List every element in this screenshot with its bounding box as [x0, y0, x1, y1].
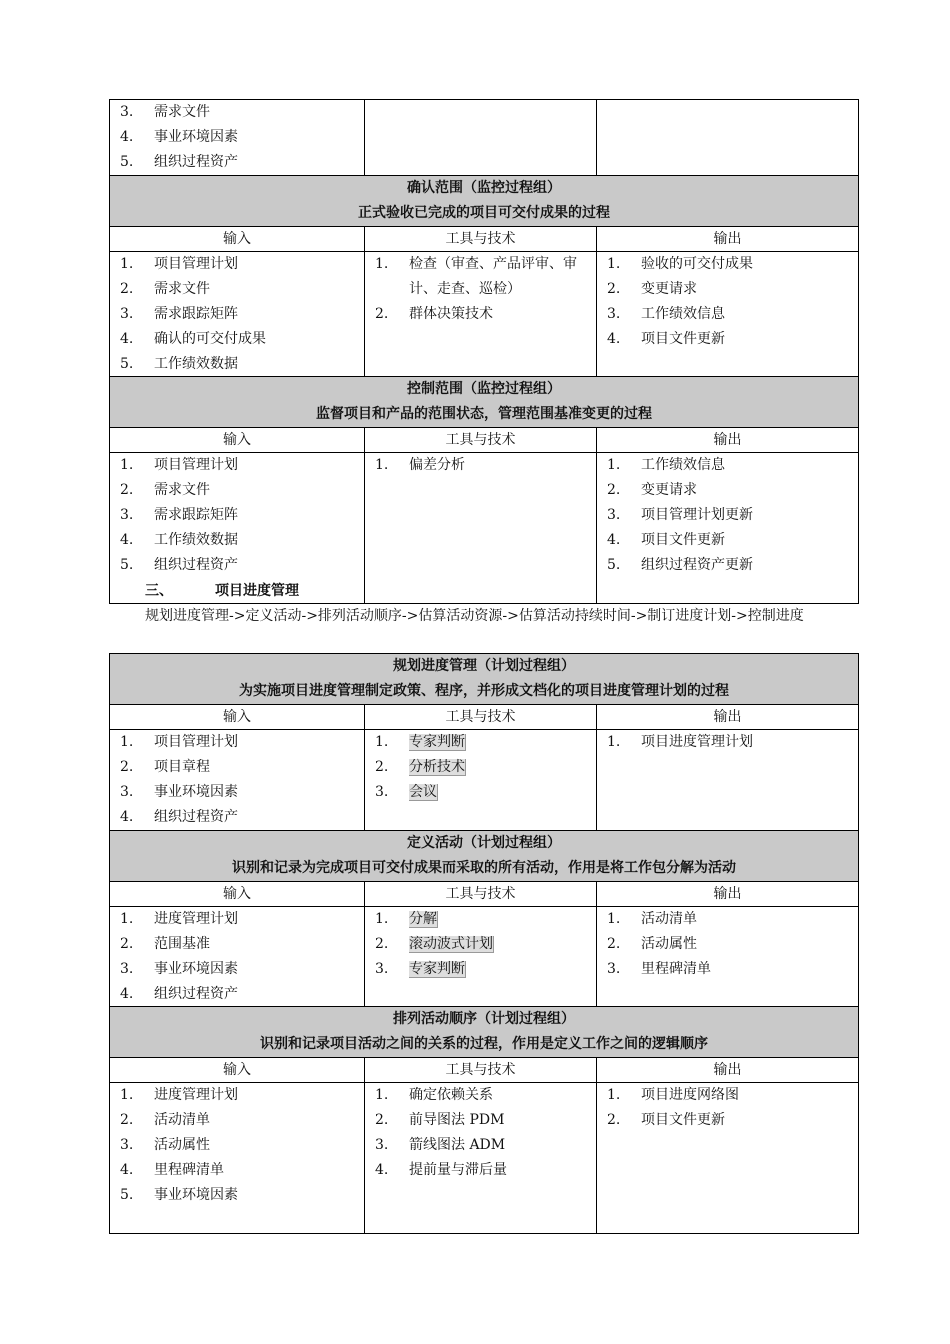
process-description: 正式验收已完成的项目可交付成果的过程: [358, 205, 610, 221]
item-text: 事业环境因素: [154, 961, 238, 977]
item-text: 事业环境因素: [154, 129, 238, 145]
tools-list: [365, 453, 596, 478]
inputs-cell: [110, 100, 365, 176]
process-description: 为实施项目进度管理制定政策、程序，并形成文档化的项目进度管理计划的过程: [239, 683, 730, 699]
column-header-row: [110, 882, 859, 907]
item-number: 3.: [120, 1137, 134, 1153]
item-number: 1.: [120, 734, 134, 750]
item-number: 4.: [375, 1162, 389, 1178]
item-number: 5.: [120, 356, 134, 372]
outputs-list: [597, 907, 858, 982]
list-item: [607, 478, 858, 503]
list-item: [120, 982, 364, 1007]
item-text: 里程碑清单: [641, 961, 711, 977]
item-number: 3.: [607, 961, 621, 977]
list-item: [607, 932, 858, 957]
column-header-output: 输出: [597, 1058, 859, 1083]
table-header: [110, 831, 859, 882]
column-header-input: 输入: [110, 428, 365, 453]
highlighted-text: 分解: [409, 911, 437, 927]
highlighted-text: 分析技术: [409, 759, 465, 775]
inputs-list: [110, 730, 364, 830]
process-title: 控制范围（监控过程组）: [407, 381, 561, 397]
highlighted-text: 会议: [409, 784, 437, 800]
list-item: [375, 730, 596, 755]
item-number: 1.: [120, 911, 134, 927]
list-item: [607, 1108, 858, 1133]
outputs-cell: [597, 100, 859, 176]
list-item: [375, 932, 596, 957]
item-number: 1.: [607, 734, 621, 750]
item-text: 偏差分析: [409, 457, 465, 473]
list-item: [120, 125, 364, 150]
item-text: 需求文件: [154, 482, 210, 498]
item-text: 工作绩效信息: [641, 457, 725, 473]
item-number: 2.: [607, 482, 621, 498]
item-text: 项目文件更新: [641, 532, 725, 548]
column-header-output: 输出: [597, 227, 859, 252]
item-text: 进度管理计划: [154, 911, 238, 927]
list-item: [120, 302, 364, 327]
item-number: 5.: [120, 154, 134, 170]
list-item: [375, 907, 596, 932]
item-number: 1.: [120, 457, 134, 473]
item-number: 3.: [607, 306, 621, 322]
table-body-row: [110, 100, 859, 176]
list-item: [375, 957, 596, 982]
column-header-input: 输入: [110, 882, 365, 907]
process-table: [109, 653, 859, 856]
inputs-cell: [110, 1083, 365, 1234]
highlighted-text: 专家判断: [409, 734, 465, 750]
process-table: [109, 830, 859, 1033]
section-index: 三、: [145, 583, 173, 599]
item-number: 2.: [120, 281, 134, 297]
process-table: [109, 376, 859, 604]
item-number: 2.: [120, 936, 134, 952]
item-text: 组织过程资产: [154, 809, 238, 825]
item-number: 3.: [375, 1137, 389, 1153]
list-item: [120, 1158, 364, 1183]
process-title: 定义活动（计划过程组）: [407, 835, 561, 851]
item-number: 4.: [120, 331, 134, 347]
inputs-list: [110, 453, 364, 578]
list-item: [375, 1133, 596, 1158]
item-text: 项目管理计划更新: [641, 507, 753, 523]
outputs-list: [597, 252, 858, 352]
list-item: [120, 553, 364, 578]
item-text: 组织过程资产: [154, 986, 238, 1002]
item-number: 2.: [607, 281, 621, 297]
item-number: 4.: [120, 1162, 134, 1178]
table-header: [110, 377, 859, 428]
table-header: [110, 176, 859, 227]
list-item: [375, 252, 596, 302]
item-number: 2.: [607, 1112, 621, 1128]
column-header-input: 输入: [110, 227, 365, 252]
column-header-output: 输出: [597, 882, 859, 907]
item-number: 4.: [120, 129, 134, 145]
list-item: [607, 327, 858, 352]
list-item: [120, 755, 364, 780]
process-title: 规划进度管理（计划过程组）: [393, 658, 576, 674]
item-text: 项目文件更新: [641, 331, 725, 347]
column-header-output: 输出: [597, 705, 859, 730]
list-item: [120, 1133, 364, 1158]
item-number: 3.: [120, 507, 134, 523]
process-title: 确认范围（监控过程组）: [407, 180, 561, 196]
item-number: 1.: [375, 1087, 389, 1103]
table-header-row: [110, 377, 859, 428]
item-text: 需求跟踪矩阵: [154, 306, 238, 322]
list-item: [120, 503, 364, 528]
item-text: 项目进度网络图: [641, 1087, 739, 1103]
table-header-row: [110, 831, 859, 882]
list-item: [120, 1108, 364, 1133]
tools-cell: [365, 252, 597, 378]
item-text: 验收的可交付成果: [641, 256, 753, 272]
list-item: [120, 907, 364, 932]
column-header-row: [110, 1058, 859, 1083]
item-text: 工作绩效数据: [154, 356, 238, 372]
item-number: 4.: [120, 532, 134, 548]
item-number: 5.: [120, 557, 134, 573]
table-body-row: [110, 252, 859, 378]
item-text: 前导图法 PDM: [409, 1112, 505, 1128]
list-item: [120, 327, 364, 352]
item-text: 变更请求: [641, 482, 697, 498]
section-title: 项目进度管理: [215, 583, 299, 599]
item-number: 2.: [120, 482, 134, 498]
item-number: 1.: [375, 457, 389, 473]
list-item: [120, 100, 364, 125]
item-text: 里程碑清单: [154, 1162, 224, 1178]
outputs-cell: [597, 1083, 859, 1234]
item-text: 活动属性: [641, 936, 697, 952]
item-text: 确认的可交付成果: [154, 331, 266, 347]
item-number: 3.: [120, 104, 134, 120]
column-header-input: 输入: [110, 705, 365, 730]
item-text: 范围基准: [154, 936, 210, 952]
process-table: [109, 175, 859, 378]
section-heading: [145, 580, 299, 602]
item-number: 4.: [607, 532, 621, 548]
list-item: [120, 277, 364, 302]
item-number: 1.: [607, 911, 621, 927]
table-header-row: [110, 1007, 859, 1058]
list-item: [120, 528, 364, 553]
item-text: 组织过程资产: [154, 154, 238, 170]
inputs-list: [110, 252, 364, 377]
process-flow-text: 规划进度管理->定义活动->排列活动顺序->估算活动资源->估算活动持续时间->制订进度计划->控制进度: [145, 608, 804, 624]
item-number: 1.: [120, 256, 134, 272]
list-item: [120, 780, 364, 805]
item-number: 2.: [375, 306, 389, 322]
list-item: [120, 932, 364, 957]
table-header: [110, 1007, 859, 1058]
list-item: [607, 957, 858, 982]
list-item: [120, 150, 364, 175]
column-header-tools: 工具与技术: [365, 882, 597, 907]
list-item: [120, 1183, 364, 1208]
highlighted-text: 专家判断: [409, 961, 465, 977]
list-item: [607, 553, 858, 578]
list-item: [120, 957, 364, 982]
list-item: [607, 252, 858, 277]
item-text: [409, 957, 596, 982]
item-text: 事业环境因素: [154, 784, 238, 800]
process-description: 识别和记录项目活动之间的关系的过程，作用是定义工作之间的逻辑顺序: [260, 1036, 709, 1052]
inputs-list: [110, 100, 364, 175]
item-text: 项目管理计划: [154, 734, 238, 750]
table-header-row: [110, 176, 859, 227]
list-item: [375, 302, 596, 327]
item-text: 需求文件: [154, 104, 210, 120]
item-text: 项目进度管理计划: [641, 734, 753, 750]
inputs-cell: [110, 252, 365, 378]
list-item: [607, 277, 858, 302]
item-text: 活动属性: [154, 1137, 210, 1153]
list-item: [375, 1158, 596, 1183]
list-item: [375, 1083, 596, 1108]
column-header-row: [110, 227, 859, 252]
list-item: [607, 730, 858, 755]
item-text: [409, 932, 596, 957]
list-item: [607, 453, 858, 478]
column-header-row: [110, 705, 859, 730]
item-text: 项目管理计划: [154, 256, 238, 272]
item-text: 确定依赖关系: [409, 1087, 493, 1103]
tools-cell: [365, 453, 597, 604]
item-number: 3.: [120, 306, 134, 322]
item-text: 事业环境因素: [154, 1187, 238, 1203]
item-text: 检查（审查、产品评审、审计、走查、巡检）: [409, 256, 577, 297]
process-description: 监督项目和产品的范围状态，管理范围基准变更的过程: [316, 406, 652, 422]
item-number: 1.: [607, 256, 621, 272]
item-number: 3.: [120, 784, 134, 800]
item-number: 2.: [120, 1112, 134, 1128]
item-text: 群体决策技术: [409, 306, 493, 322]
item-number: 1.: [375, 734, 389, 750]
table-body-row: [110, 1083, 859, 1234]
list-item: [120, 730, 364, 755]
list-item: [375, 1108, 596, 1133]
item-number: 4.: [120, 809, 134, 825]
item-text: 活动清单: [641, 911, 697, 927]
list-item: [607, 1083, 858, 1108]
item-number: 1.: [607, 457, 621, 473]
inputs-list: [110, 907, 364, 1007]
item-text: 变更请求: [641, 281, 697, 297]
item-number: 1.: [607, 1087, 621, 1103]
inputs-list: [110, 1083, 364, 1208]
tools-list: [365, 252, 596, 327]
item-text: [409, 780, 596, 805]
item-number: 3.: [120, 961, 134, 977]
tools-cell: [365, 1083, 597, 1234]
highlighted-text: 滚动波式计划: [409, 936, 493, 952]
outputs-list: [597, 730, 858, 755]
item-number: 2.: [375, 936, 389, 952]
item-text: 进度管理计划: [154, 1087, 238, 1103]
column-header-input: 输入: [110, 1058, 365, 1083]
item-text: 活动清单: [154, 1112, 210, 1128]
item-text: 箭线图法 ADM: [409, 1137, 506, 1153]
item-text: 组织过程资产: [154, 557, 238, 573]
list-item: [375, 453, 596, 478]
list-item: [375, 755, 596, 780]
item-text: [409, 755, 596, 780]
item-text: 需求跟踪矩阵: [154, 507, 238, 523]
list-item: [607, 907, 858, 932]
list-item: [120, 352, 364, 377]
list-item: [607, 302, 858, 327]
item-number: 2.: [120, 759, 134, 775]
item-number: 5.: [120, 1187, 134, 1203]
tools-list: [365, 1083, 596, 1183]
item-number: 2.: [375, 759, 389, 775]
outputs-list: [597, 453, 858, 578]
item-text: 需求文件: [154, 281, 210, 297]
process-title: 排列活动顺序（计划过程组）: [393, 1011, 576, 1027]
item-number: 4.: [120, 986, 134, 1002]
column-header-row: [110, 428, 859, 453]
item-text: 提前量与滞后量: [409, 1162, 507, 1178]
tools-cell: [365, 100, 597, 176]
list-item: [375, 780, 596, 805]
table-header-row: [110, 654, 859, 705]
list-item: [120, 805, 364, 830]
item-number: 5.: [607, 557, 621, 573]
item-text: 项目管理计划: [154, 457, 238, 473]
list-item: [607, 528, 858, 553]
tools-list: [365, 907, 596, 982]
item-number: 3.: [375, 784, 389, 800]
list-item: [120, 453, 364, 478]
item-text: [409, 907, 596, 932]
item-number: 2.: [375, 1112, 389, 1128]
item-text: 组织过程资产更新: [641, 557, 753, 573]
item-text: 项目章程: [154, 759, 210, 775]
outputs-list: [597, 1083, 858, 1133]
list-item: [607, 503, 858, 528]
column-header-output: 输出: [597, 428, 859, 453]
column-header-tools: 工具与技术: [365, 227, 597, 252]
column-header-tools: 工具与技术: [365, 705, 597, 730]
item-number: 1.: [375, 911, 389, 927]
item-text: [409, 730, 596, 755]
tools-list: [365, 730, 596, 805]
outputs-cell: [597, 453, 859, 604]
list-item: [120, 478, 364, 503]
item-number: 1.: [120, 1087, 134, 1103]
item-number: 3.: [375, 961, 389, 977]
item-text: 工作绩效数据: [154, 532, 238, 548]
list-item: [120, 252, 364, 277]
item-number: 4.: [607, 331, 621, 347]
column-header-tools: 工具与技术: [365, 1058, 597, 1083]
list-item: [120, 1083, 364, 1108]
process-description: 识别和记录为完成项目可交付成果而采取的所有活动，作用是将工作包分解为活动: [232, 860, 736, 876]
process-table-partial: [109, 99, 859, 176]
column-header-tools: 工具与技术: [365, 428, 597, 453]
outputs-cell: [597, 252, 859, 378]
table-header: [110, 654, 859, 705]
process-table: [109, 1006, 859, 1234]
item-number: 3.: [607, 507, 621, 523]
item-text: 项目文件更新: [641, 1112, 725, 1128]
item-text: 工作绩效信息: [641, 306, 725, 322]
item-number: 2.: [607, 936, 621, 952]
item-number: 1.: [375, 256, 389, 272]
